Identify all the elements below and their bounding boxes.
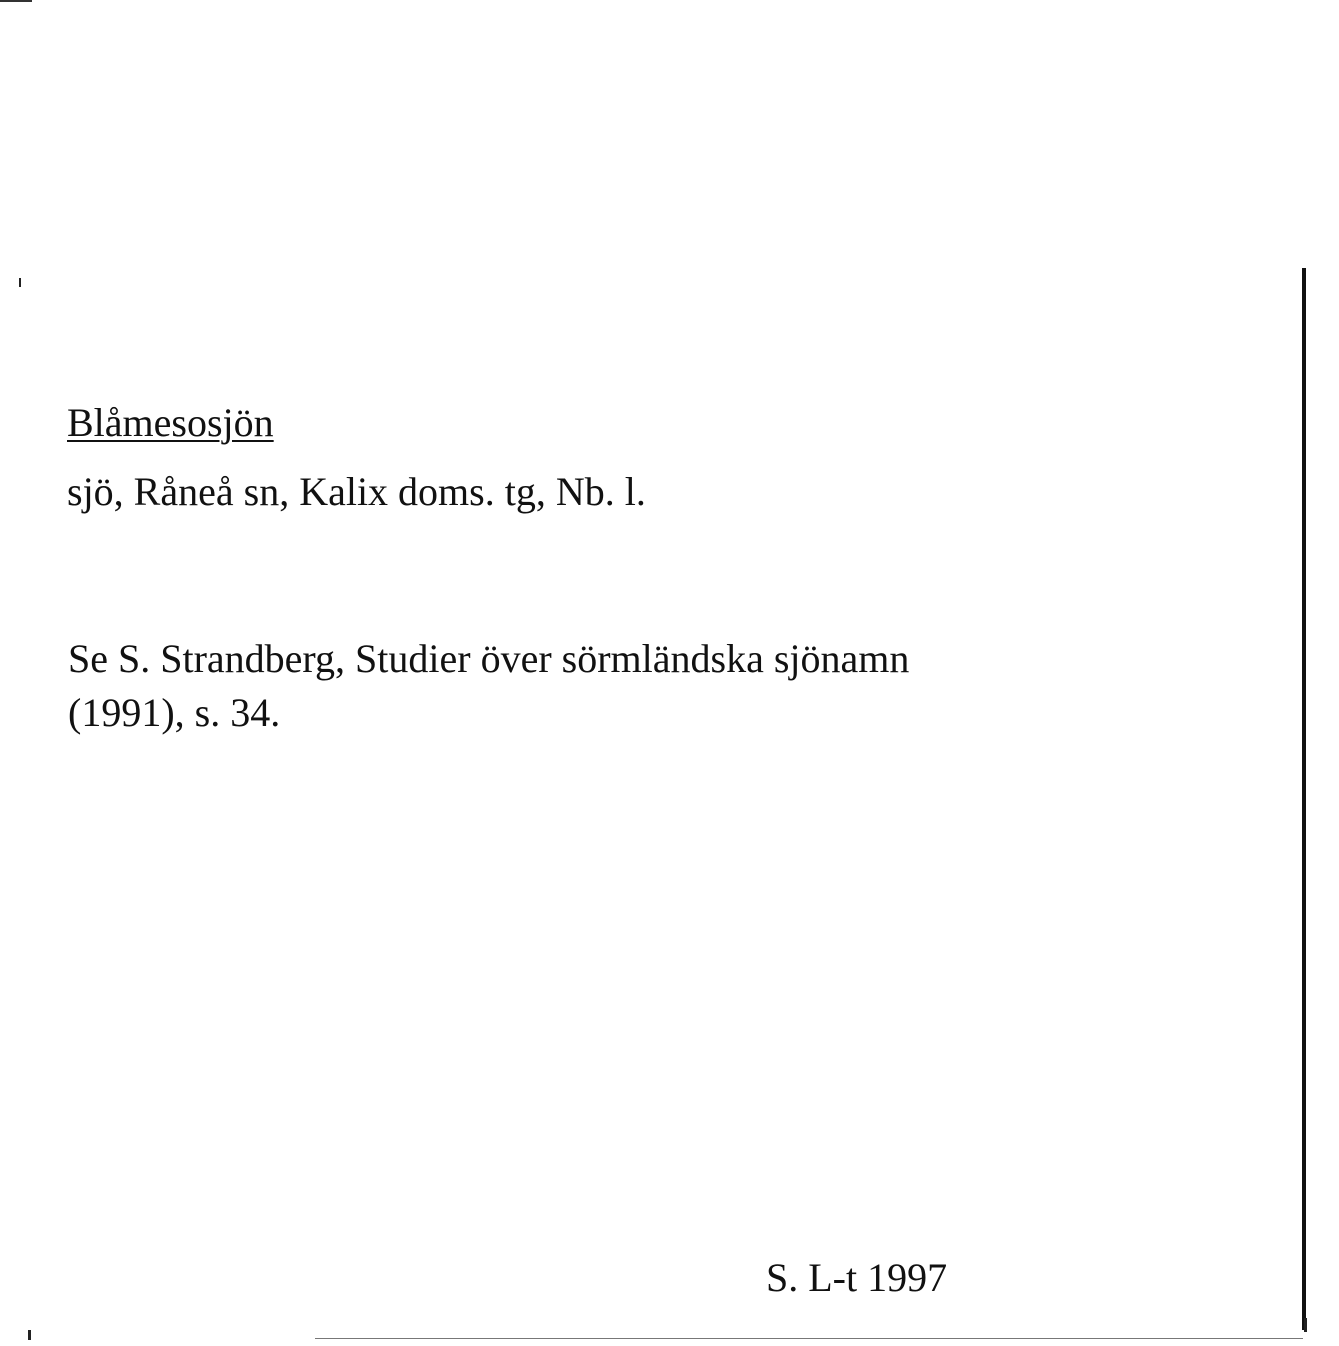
headword: Blåmesosjön: [67, 400, 274, 445]
reference-line: Se S. Strandberg, Studier över sörmländska sjönamn: [68, 636, 910, 681]
signature: S. L-t 1997: [766, 1255, 948, 1300]
scan-tick-mark: [28, 1330, 31, 1340]
scan-tick-mark: [19, 278, 21, 287]
reference-line: (1991), s. 34.: [68, 690, 281, 735]
scan-edge-mark: [0, 0, 32, 2]
place-description: sjö, Råneå sn, Kalix doms. tg, Nb. l.: [67, 469, 646, 514]
scan-tick-mark: [1304, 1318, 1307, 1332]
card-right-border: [1302, 268, 1306, 1330]
reference: [68, 632, 1108, 740]
card-bottom-border: [315, 1338, 1303, 1339]
